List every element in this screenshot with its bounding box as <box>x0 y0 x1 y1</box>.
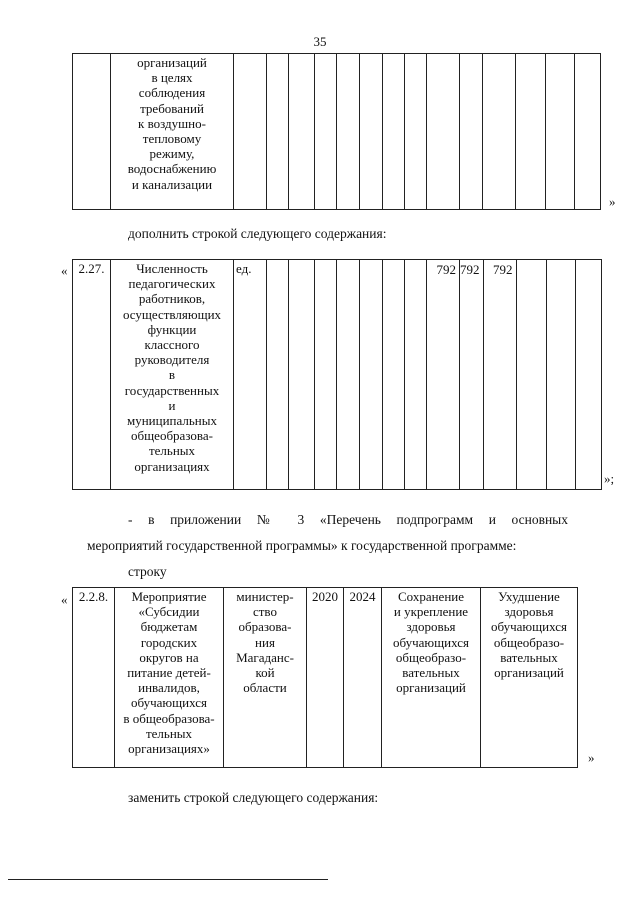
cell-text-line: требований <box>140 100 204 116</box>
cell-text-line: работников, <box>138 291 206 307</box>
cell-text-line: водоснабжению <box>127 161 217 177</box>
value-text: 792 <box>493 262 513 277</box>
executor-cell <box>224 588 307 768</box>
footer-divider <box>8 879 328 880</box>
consequence-text-line: здоровья <box>504 604 554 620</box>
expected-result-cell <box>382 588 481 768</box>
value-cell <box>460 260 484 490</box>
event-text-line: округов на <box>139 649 199 665</box>
empty-cell <box>267 260 289 490</box>
cell-text-line: классного <box>144 337 200 353</box>
event-text-line: бюджетам <box>140 619 198 635</box>
page-number: 35 <box>313 34 327 49</box>
event-number <box>73 588 115 768</box>
cell-text-line: в целях <box>151 70 193 86</box>
closing-quote: »; <box>604 471 615 486</box>
indicator-text-cell <box>111 54 234 210</box>
paragraph-line-2: мероприятий государственной программы» к государственной программе: <box>87 538 517 553</box>
value-text: 792 <box>460 262 480 277</box>
opening-quote: « <box>61 263 68 278</box>
paragraph-line-3: строку <box>128 564 167 579</box>
empty-cell <box>516 260 546 490</box>
cell-text-line: и <box>168 397 176 413</box>
cell-text-line: режиму, <box>149 146 195 162</box>
empty-cell <box>383 54 405 210</box>
event-number-text: 2.2.8. <box>78 589 109 604</box>
executor-text-line: области <box>243 680 287 696</box>
empty-cell <box>234 54 267 210</box>
unit-cell <box>234 260 267 490</box>
event-text-line: «Субсидии <box>138 604 200 620</box>
consequence-text-line: обучающихся <box>491 619 567 635</box>
event-text-line: в общеобразова- <box>123 710 215 726</box>
consequence-text-line: Ухудшение <box>498 589 560 604</box>
value-cell <box>427 260 460 490</box>
cell-text-line: педагогических <box>128 276 216 292</box>
cell-text-line: общеобразова- <box>131 428 213 444</box>
result-text-line: Сохранение <box>397 589 465 604</box>
executor-text-line: образова- <box>238 619 292 635</box>
event-name-cell <box>115 588 224 768</box>
empty-cell <box>337 54 360 210</box>
cell-text-line: соблюдения <box>138 85 206 101</box>
empty-cell <box>483 54 516 210</box>
empty-cell <box>383 260 405 490</box>
cell-text-line: тельных <box>148 443 196 459</box>
cell-text-line: функции <box>147 321 197 337</box>
start-year-cell <box>307 588 344 768</box>
consequence-cell <box>481 588 578 768</box>
instruction-replace-row: заменить строкой следующего содержания: <box>128 790 379 805</box>
subprogram-events-table <box>72 587 578 768</box>
empty-cell <box>73 54 111 210</box>
empty-cell <box>405 260 427 490</box>
empty-cell <box>315 54 337 210</box>
cell-text-line: осуществляющих <box>122 306 222 322</box>
event-text-line: организациях» <box>128 741 210 757</box>
cell-text-line: муниципальных <box>126 413 217 429</box>
empty-cell <box>360 54 383 210</box>
empty-cell <box>405 54 427 210</box>
empty-cell <box>575 260 601 490</box>
empty-cell <box>337 260 360 490</box>
executor-text-line: министер- <box>236 589 294 604</box>
value-text: 792 <box>436 262 456 277</box>
paragraph-line-1: - в приложении № 3 «Перечень подпрограмм и основных <box>128 512 568 527</box>
executor-text-line: ство <box>252 604 277 620</box>
end-year: 2024 <box>349 589 376 604</box>
empty-cell <box>360 260 383 490</box>
cell-text-line: к воздушно- <box>138 115 206 131</box>
unit-text: ед. <box>236 261 252 276</box>
event-text-line: Мероприятие <box>131 589 207 604</box>
cell-text-line: организациях <box>134 458 210 474</box>
closing-quote: » <box>609 194 616 209</box>
result-text-line: вательных <box>402 665 460 681</box>
empty-cell <box>427 54 460 210</box>
consequence-text-line: организаций <box>494 665 564 681</box>
row-number-text: 2.27. <box>78 261 105 276</box>
empty-cell <box>575 54 601 210</box>
result-text-line: общеобразо- <box>395 649 467 665</box>
indicator-name-cell <box>111 260 234 490</box>
new-indicator-table <box>72 259 602 490</box>
consequence-text-line: вательных <box>500 649 558 665</box>
result-text-line: здоровья <box>406 619 456 635</box>
row-number <box>73 260 111 490</box>
empty-cell <box>546 54 575 210</box>
cell-text-line: и канализации <box>131 176 213 192</box>
value-cell <box>483 260 516 490</box>
event-text-line: тельных <box>145 725 193 741</box>
instruction-add-row: дополнить строкой следующего содержания: <box>128 226 387 241</box>
event-text-line: обучающихся <box>131 695 207 711</box>
start-year: 2020 <box>312 589 338 604</box>
cell-text-line: руководителя <box>134 352 210 368</box>
empty-cell <box>289 54 315 210</box>
executor-text-line: ния <box>255 634 275 650</box>
result-text-line: организаций <box>396 680 466 696</box>
continuation-table <box>72 53 601 210</box>
empty-cell <box>516 54 546 210</box>
empty-cell <box>546 260 575 490</box>
empty-cell <box>267 54 289 210</box>
result-text-line: и укрепление <box>393 604 469 620</box>
event-text-line: городских <box>140 634 198 650</box>
executor-text-line: Магаданс- <box>236 649 294 665</box>
cell-text-line: в <box>168 367 176 383</box>
end-year-cell <box>344 588 382 768</box>
cell-text-line: тепловому <box>142 131 202 147</box>
event-text-line: питание детей- <box>127 665 211 681</box>
event-text-line: инвалидов, <box>138 680 200 696</box>
cell-text-line: организаций <box>137 55 207 70</box>
closing-quote: » <box>588 750 595 765</box>
empty-cell <box>460 54 483 210</box>
cell-text-line: государственных <box>124 382 220 398</box>
consequence-text-line: общеобразо- <box>493 634 565 650</box>
result-text-line: обучающихся <box>393 634 469 650</box>
executor-text-line: кой <box>255 665 275 681</box>
opening-quote: « <box>61 592 68 607</box>
empty-cell <box>315 260 337 490</box>
empty-cell <box>289 260 315 490</box>
cell-text-line: Численность <box>136 261 208 276</box>
